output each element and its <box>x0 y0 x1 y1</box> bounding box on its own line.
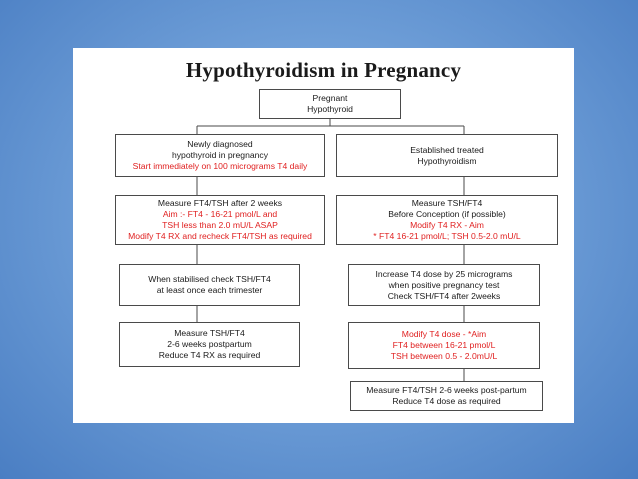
node-text-line: Before Conception (if possible) <box>388 209 506 219</box>
node-modify-t4-dose <box>348 322 540 369</box>
node-increase-t4-dose <box>348 264 540 306</box>
node-established-treated <box>336 134 558 177</box>
node-measure-postpartum <box>119 322 300 367</box>
node-text-line: * FT4 16-21 pmol/L; TSH 0.5-2.0 mU/L <box>373 231 521 241</box>
node-newly-diagnosed <box>115 134 325 177</box>
node-text-line: Modify T4 RX - Aim <box>410 220 484 230</box>
node-text-line: Hypothyroidism <box>417 155 477 166</box>
node-text-line: Check TSH/FT4 after 2weeks <box>387 290 501 301</box>
node-text-line: Pregnant <box>312 93 348 103</box>
node-text-line: FT4 between 16-21 pmol/L <box>392 340 496 350</box>
node-text-line: Measure FT4/TSH after 2 weeks <box>157 198 283 208</box>
node-text-line: Reduce T4 dose as required <box>392 396 501 406</box>
node-text-line: Modify T4 dose - *Aim <box>401 329 487 339</box>
node-measure-post-partum <box>350 381 543 411</box>
node-text-line: TSH between 0.5 - 2.0mU/L <box>390 351 498 361</box>
node-text-line: 2-6 weeks postpartum <box>167 339 252 349</box>
node-measure-before-conception <box>336 195 558 245</box>
node-text-line: hypothyroid in pregnancy <box>171 150 269 160</box>
node-text-line: Newly diagnosed <box>187 139 253 149</box>
node-text-line: Measure TSH/FT4 <box>174 328 245 338</box>
node-text-line: at least once each trimester <box>156 285 263 295</box>
node-text-line: when positive pregnancy test <box>388 279 500 290</box>
node-text-line: Aim :- FT4 - 16-21 pmol/L and <box>162 209 278 219</box>
slide <box>73 48 574 423</box>
node-text-line: Measure TSH/FT4 <box>411 198 483 208</box>
node-text-line: Measure FT4/TSH 2-6 weeks post-partum <box>366 385 527 395</box>
node-stabilised-check <box>119 264 300 306</box>
node-text-line: Modify T4 RX and recheck FT4/TSH as required <box>128 231 312 241</box>
node-text-line: When stabilised check TSH/FT4 <box>148 274 271 284</box>
node-text-line: Hypothyroid <box>307 104 353 114</box>
node-text-line: TSH less than 2.0 mU/L ASAP <box>162 220 278 230</box>
node-measure-ft4-tsh-2-weeks <box>115 195 325 245</box>
slide-title: Hypothyroidism in Pregnancy <box>185 58 462 82</box>
node-text-line: Established treated <box>410 144 484 155</box>
node-text-line: Start immediately on 100 micrograms T4 daily <box>132 161 308 171</box>
node-text-line: Reduce T4 RX as required <box>158 350 261 360</box>
node-text-line: Increase T4 dose by 25 micrograms <box>375 268 513 279</box>
node-pregnant-hypothyroid <box>259 89 401 119</box>
